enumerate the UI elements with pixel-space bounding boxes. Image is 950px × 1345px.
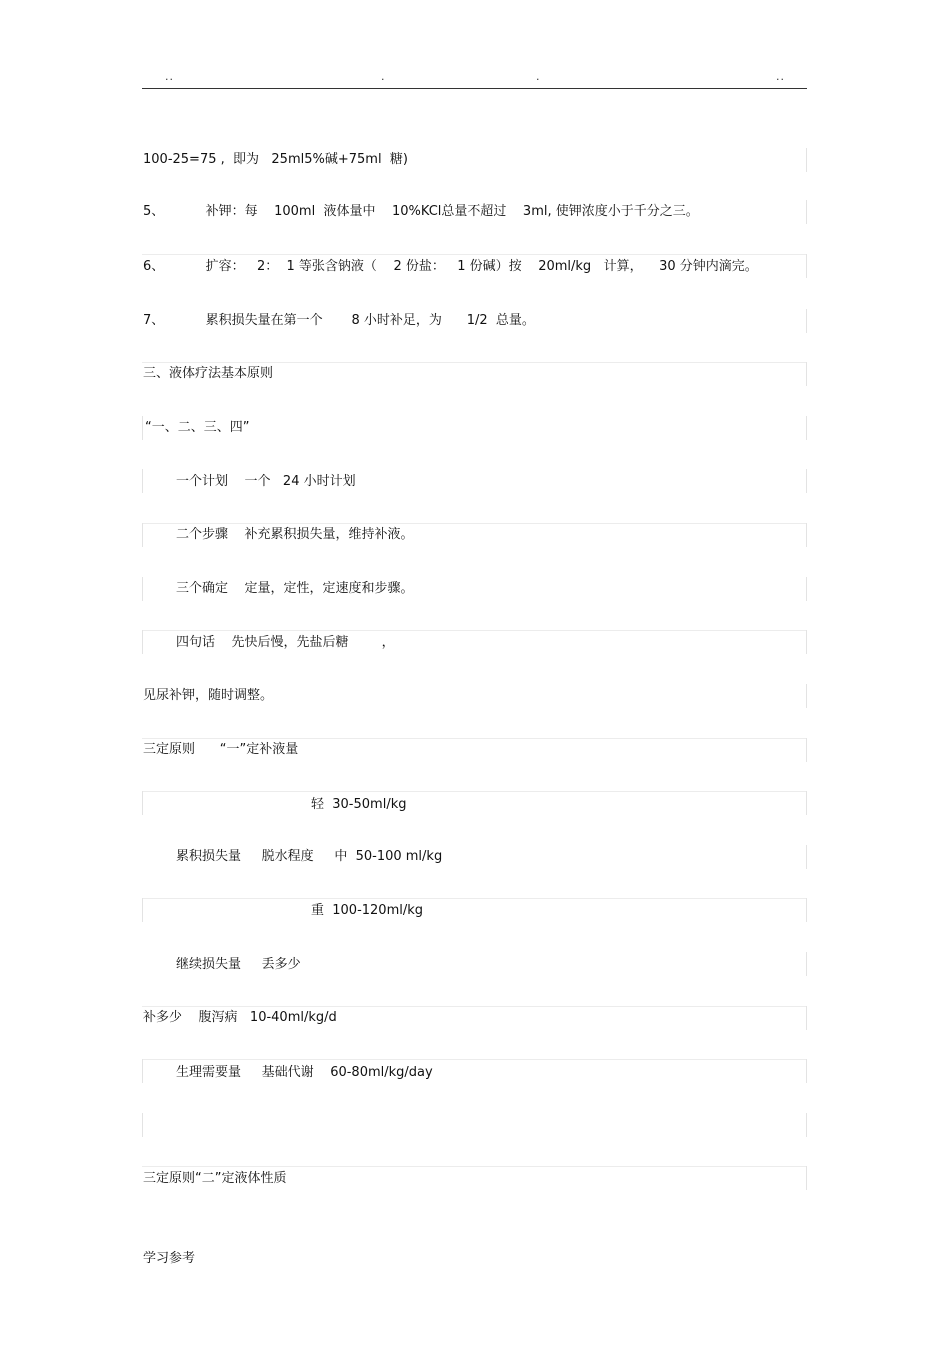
line-text: 生理需要量 基础代谢 60-80ml/kg/day bbox=[176, 1065, 433, 1080]
line-text: 5、 补钾：每 100ml 液体量中 10%KCl总量不超过 3ml, 使钾浓度小于千分之三。 bbox=[143, 204, 699, 219]
header-dot-1: .. bbox=[165, 70, 174, 83]
line-text: 三、液体疗法基本原则 bbox=[143, 366, 274, 381]
line-text: 累积损失量 脱水程度 中 50-100 ml/kg bbox=[176, 849, 443, 864]
line-text: 补多少 腹泻病 10-40ml/kg/d bbox=[143, 1010, 337, 1025]
line-text: 重 100-120ml/kg bbox=[311, 903, 424, 918]
header-rule bbox=[142, 88, 807, 89]
line-text: 四句话 先快后慢，先盐后糖 ， bbox=[176, 635, 395, 650]
line-text: 一个计划 一个 24 小时计划 bbox=[176, 474, 356, 489]
line-text: 三定原则“二”定液体性质 bbox=[143, 1171, 287, 1186]
line-text: 6、 扩容： 2： 1 等张含钠液（ 2 份盐： 1 份碱）按 20ml/kg 计算， 30 分钟内滴完。 bbox=[143, 259, 758, 274]
line-text: 三个确定 定量，定性，定速度和步骤。 bbox=[176, 581, 414, 596]
header-dot-2: . bbox=[381, 70, 386, 83]
header-dot-3: . bbox=[536, 70, 541, 83]
line-text: 三定原则 “一”定补液量 bbox=[143, 742, 299, 757]
line-text: 7、 累积损失量在第一个 8 小时补足，为 1/2 总量。 bbox=[143, 313, 535, 328]
line-text: 轻 30-50ml/kg bbox=[311, 797, 407, 812]
header-dot-4: .. bbox=[776, 70, 785, 83]
line-text: 二个步骤 补充累积损失量，维持补液。 bbox=[176, 527, 414, 542]
line-text: 100-25=75 , 即为 25ml5%碱+75ml 糖) bbox=[143, 152, 408, 167]
line-text: 见尿补钾，随时调整。 bbox=[143, 688, 274, 703]
line-text: “一、二、三、四” bbox=[145, 420, 250, 435]
page-footer: 学习参考 bbox=[143, 1251, 196, 1266]
line-text: 继续损失量 丢多少 bbox=[176, 957, 301, 972]
